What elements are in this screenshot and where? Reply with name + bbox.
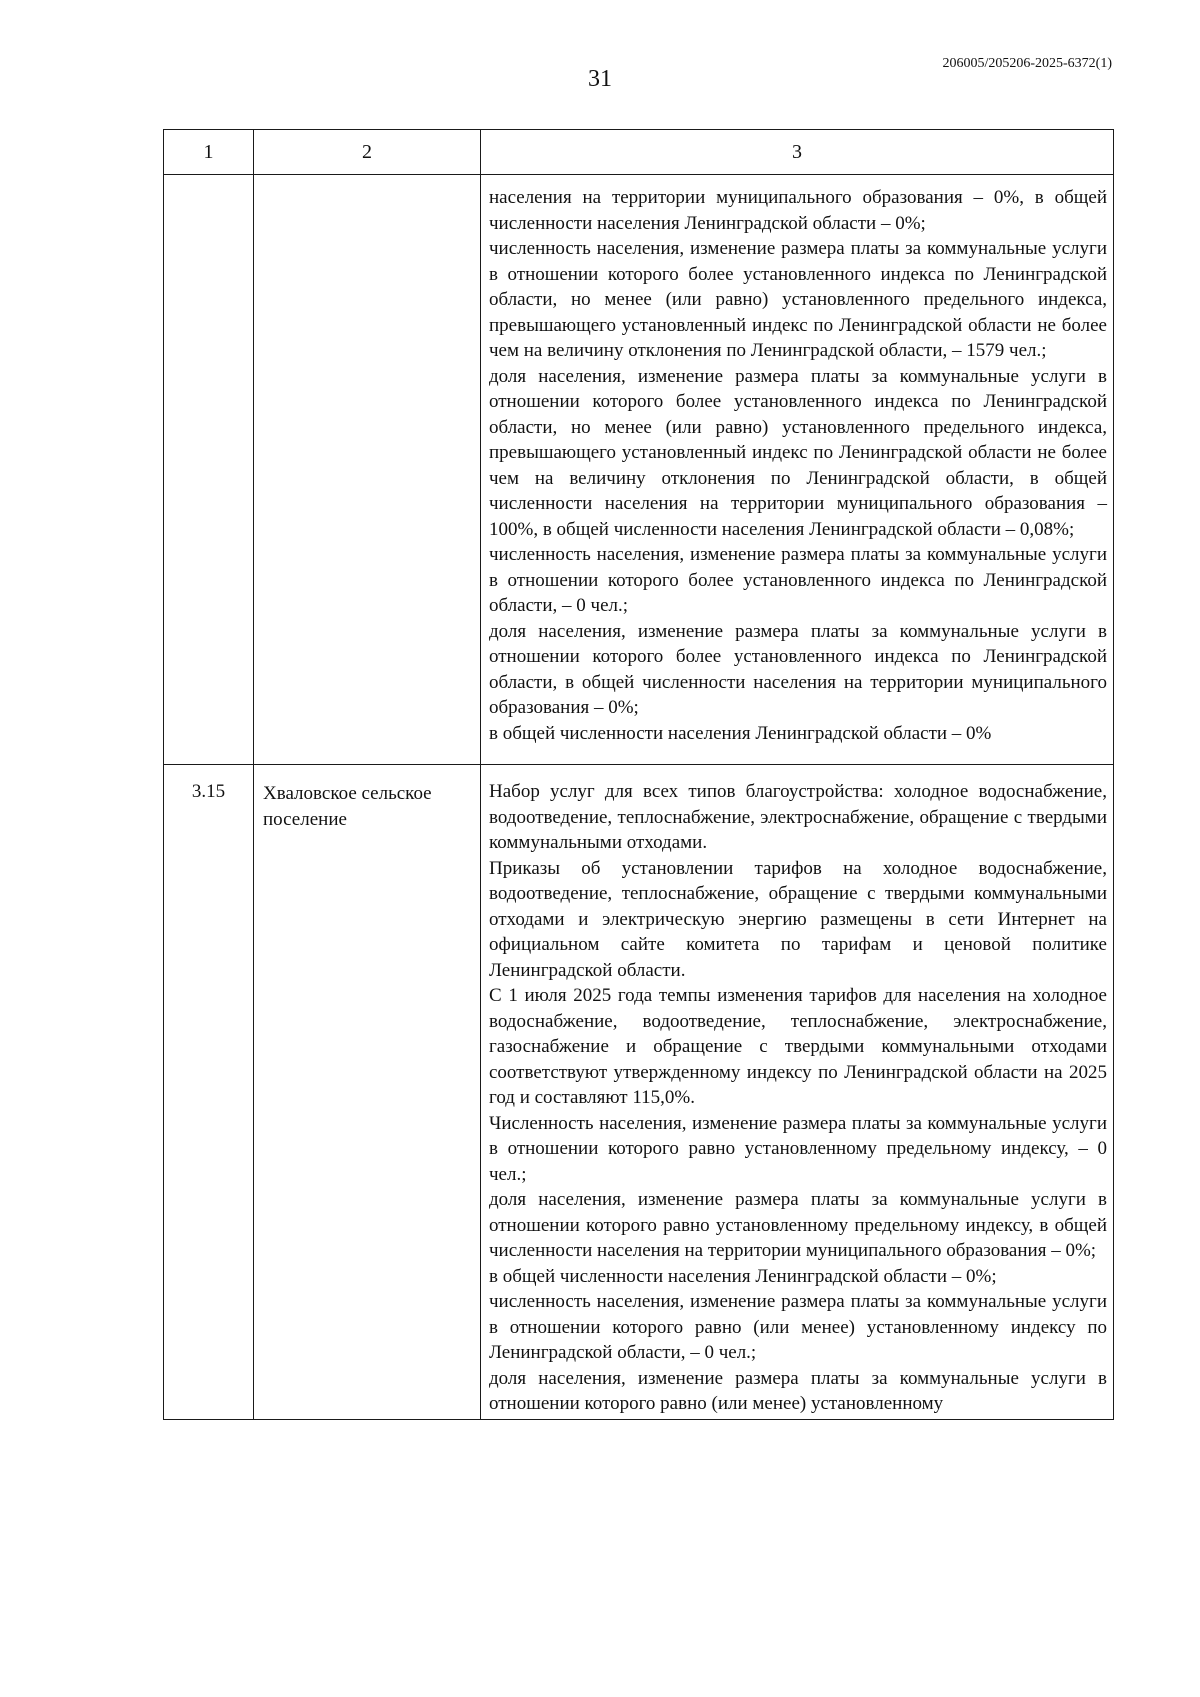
description-cell (481, 765, 1114, 1420)
description-paragraph: доля населения, изменение размера платы за коммунальные услуги в отношении которого равно установленному предельному индексу, в общей численности населения на территории муниципального образования – 0%; (489, 1189, 1107, 1261)
description-paragraph: С 1 июля 2025 года темпы изменения тарифов для населения на холодное водоснабжение, водоотведение, теплоснабжение, электроснабжение, газоснабжение и обращение с твердыми коммунальными отходами соответствуют утвержденному индексу по Ленинградской области на 2025 год и составляют 115,0%. (489, 985, 1107, 1108)
table-row (164, 765, 1114, 1420)
settlement-name (254, 175, 481, 765)
description-paragraph: численность населения, изменение размера платы за коммунальные услуги в отношении которого равно (или менее) установленному индексу по Ленинградской области, – 0 чел.; (489, 1291, 1107, 1363)
description-paragraph: доля населения, изменение размера платы за коммунальные услуги в отношении которого более установленного индекса по Ленинградской области, но менее (или равно) установленного предельного индекса, превышающего установленный индекс по Ленинградской области не более чем на величину отклонения по Ленинградской области, в общей численности населения на территории муниципального образования – 100%, в общей численности населения Ленинградской области – 0,08%; (489, 365, 1107, 540)
column-header-1: 1 (164, 130, 254, 175)
settlement-name: Хваловское сельское поселение (254, 765, 481, 1420)
description-paragraph: численность населения, изменение размера платы за коммунальные услуги в отношении которого более установленного индекса по Ленинградской области, – 0 чел.; (489, 544, 1107, 616)
row-number: 3.15 (164, 765, 254, 1420)
description-paragraph: в общей численности населения Ленинградской области – 0%; (489, 1265, 997, 1287)
description-paragraph: численность населения, изменение размера платы за коммунальные услуги в отношении которого более установленного индекса по Ленинградской области, но менее (или равно) установленного предельного индекса, превышающего установленный индекс по Ленинградской области не более чем на величину отклонения по Ленинградской области, – 1579 чел.; (489, 238, 1107, 361)
description-paragraph: в общей численности населения Ленинградской области – 0% (489, 722, 992, 744)
description-paragraph: Набор услуг для всех типов благоустройства: холодное водоснабжение, водоотведение, теплоснабжение, электроснабжение, обращение с твердыми коммунальными отходами. (489, 781, 1107, 853)
description-paragraph: доля населения, изменение размера платы за коммунальные услуги в отношении которого более установленного индекса по Ленинградской области, в общей численности населения на территории муниципального образования – 0%; (489, 620, 1107, 718)
table-header-row (164, 130, 1114, 175)
tariff-table (163, 129, 1114, 1420)
document-id: 206005/205206-2025-6372(1) (942, 56, 1112, 71)
description-paragraph: доля населения, изменение размера платы за коммунальные услуги в отношении которого равно (или менее) установленному (489, 1367, 1107, 1414)
table-row (164, 175, 1114, 765)
column-header-3: 3 (481, 130, 1114, 175)
row-number (164, 175, 254, 765)
description-paragraph: населения на территории муниципального образования – 0%, в общей численности населения Ленинградской области – 0%; (489, 187, 1107, 234)
description-paragraph: Приказы об установлении тарифов на холодное водоснабжение, водоотведение, теплоснабжение, обращение с твердыми коммунальными отходами и электрическую энергию размещены в сети Интернет на официальном сайте комитета по тарифам и ценовой политике Ленинградской области. (489, 857, 1107, 981)
description-paragraph: Численность населения, изменение размера платы за коммунальные услуги в отношении которого равно установленному предельному индексу, – 0 чел.; (489, 1112, 1107, 1185)
description-cell (481, 175, 1114, 765)
page-number: 31 (588, 66, 612, 92)
column-header-2: 2 (254, 130, 481, 175)
